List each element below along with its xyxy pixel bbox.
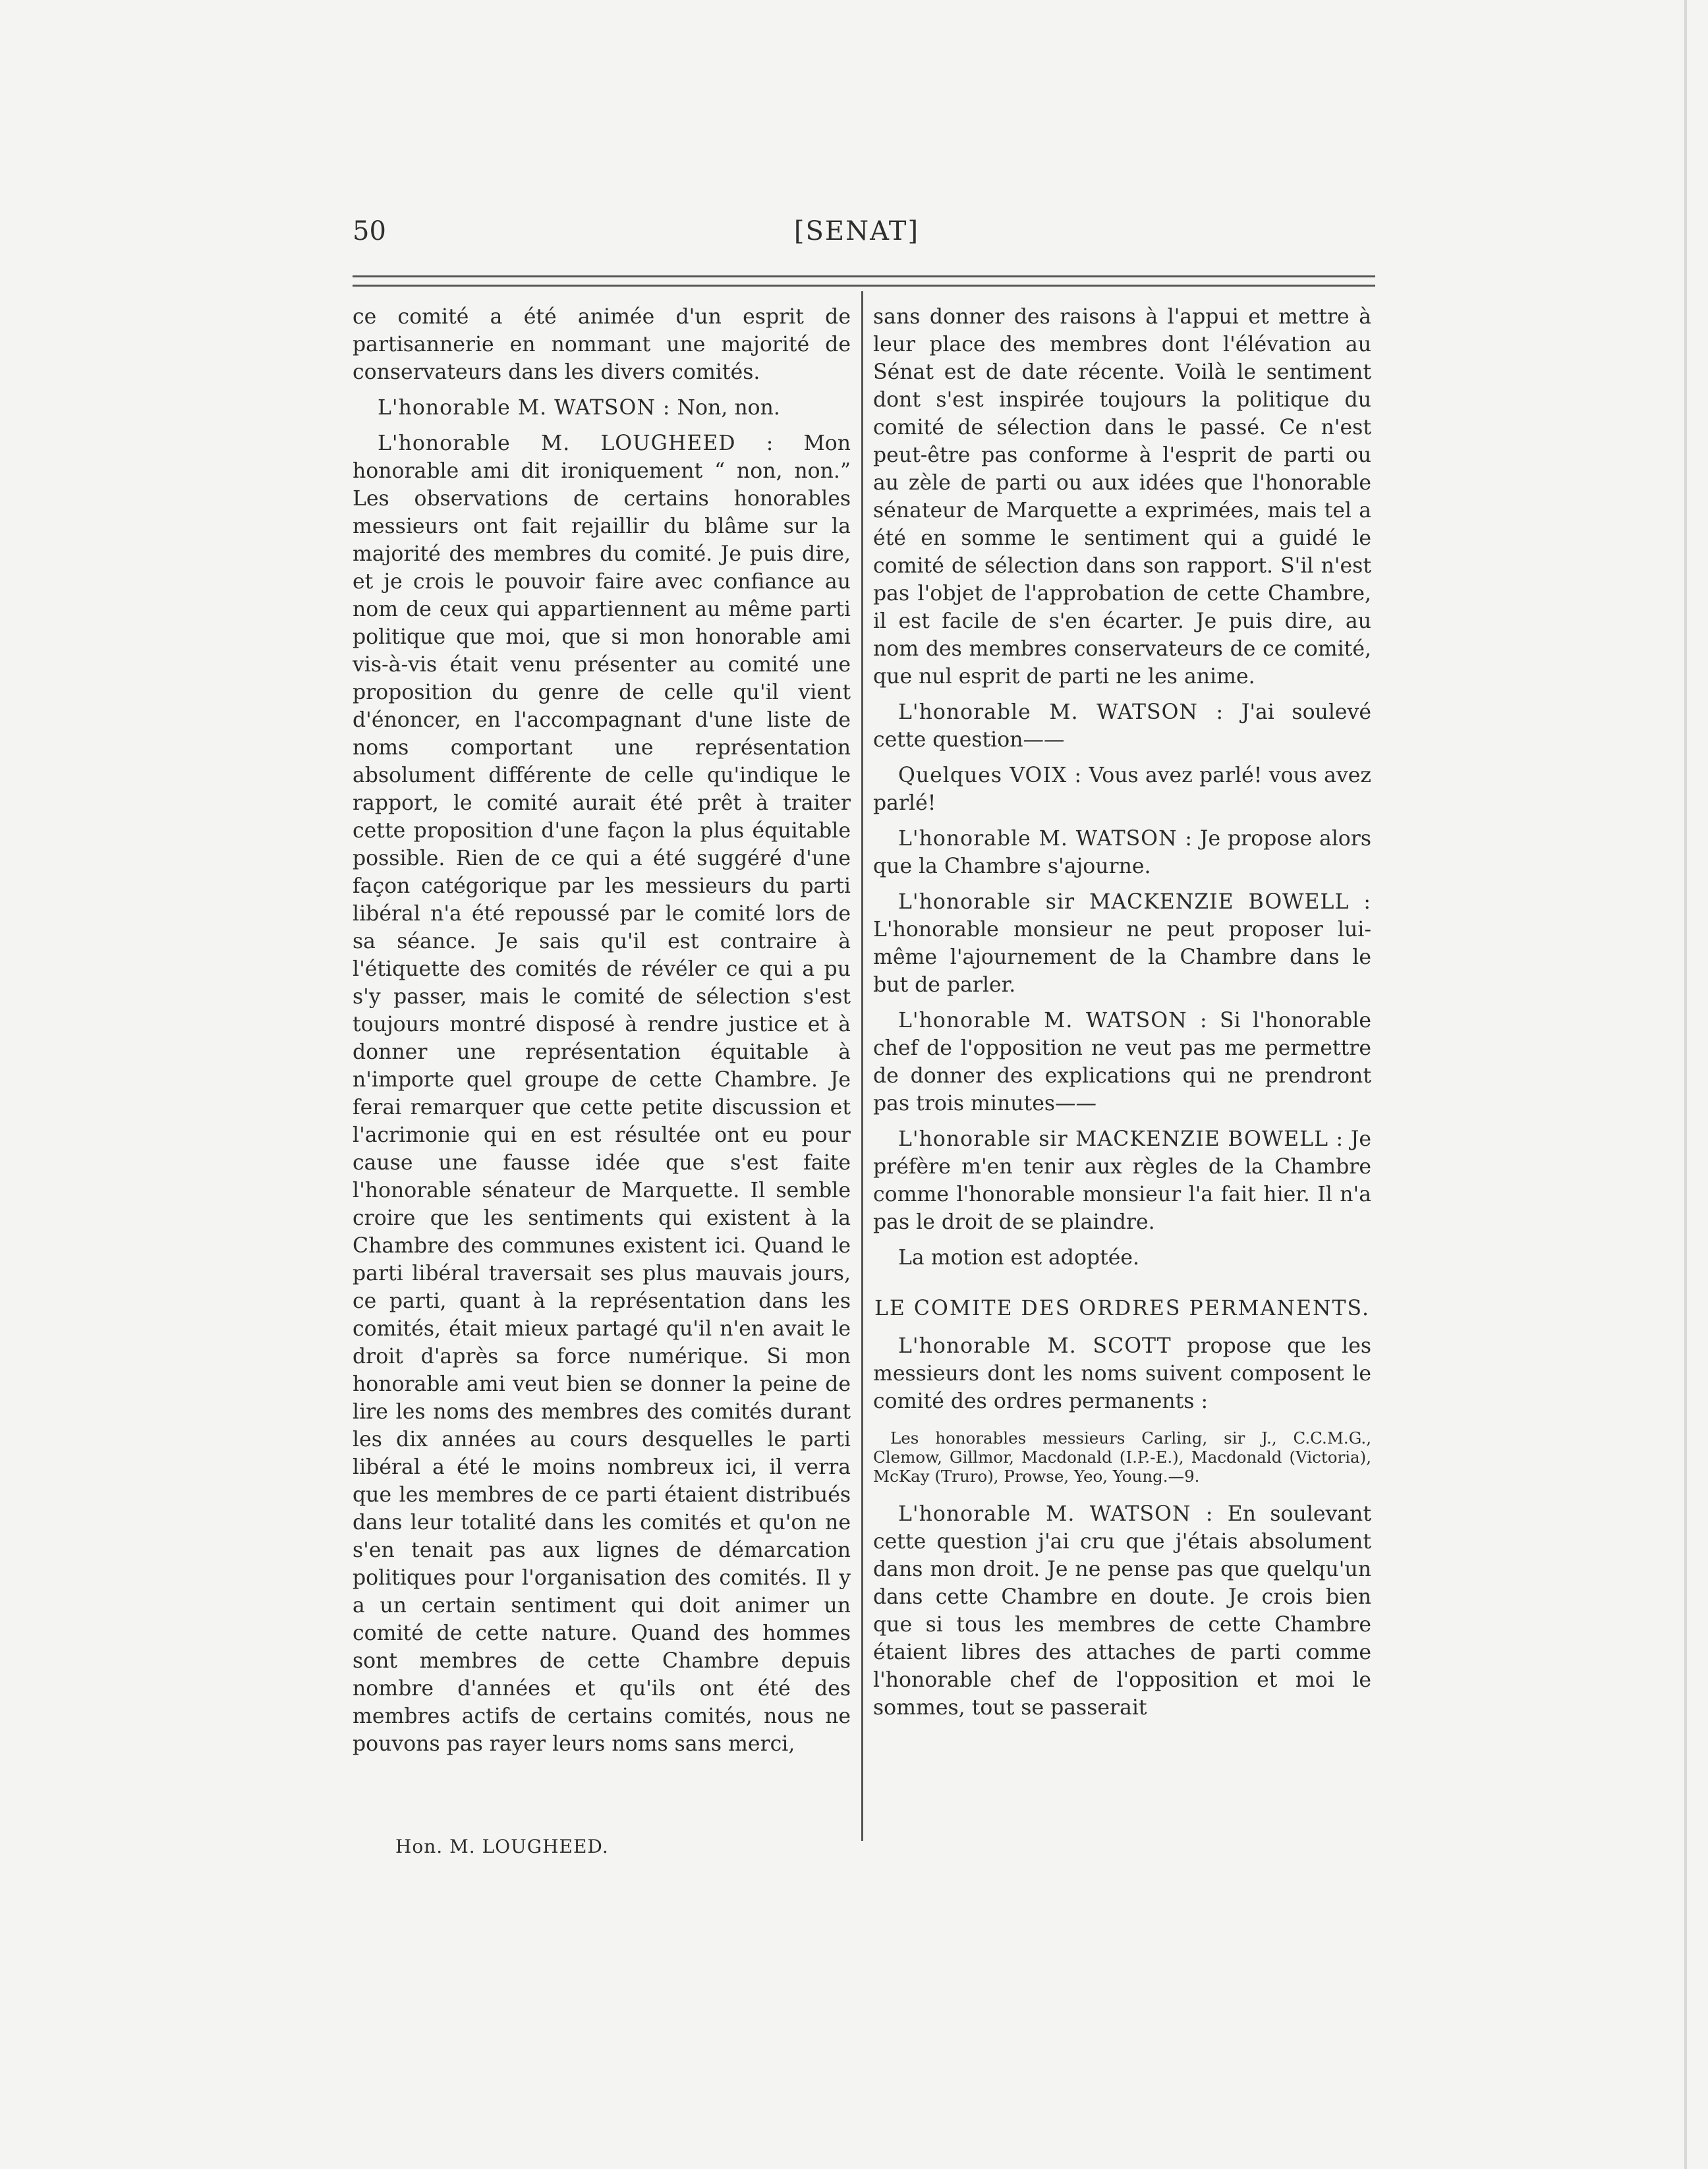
speaker-name: L'honorable M. WATSON : [898,1502,1214,1526]
member-list: Les honorables messieurs Carling, sir J., C.C.M.G., Clemow, Gillmor, Macdonald (I.P.-E.), Macdonald (Victoria), McKay (Truro), Prowse, Yeo, Young.—9. [873,1428,1371,1486]
speech-text: propose que les messieurs dont les noms suivent composent le comité des ordres permanents : [873,1334,1372,1413]
running-head: [SENAT] [793,216,920,246]
paragraph [873,698,1371,754]
speaker-name: L'honorable M. WATSON : [898,1009,1208,1032]
speech-text: Non, non. [670,396,780,420]
speech-text: Si l'honorable chef de l'opposition ne veut pas me permettre de donner des explications qui ne prendront pas trois minutes—— [873,1009,1371,1115]
right-column [873,303,1371,1722]
speech-text: Je préfère m'en tenir aux règles de la Chambre comme l'honorable monsieur l'a fait hier. Il n'a pas le droit de se plaindre. [873,1127,1371,1234]
page-number: 50 [353,216,386,246]
left-column [353,303,851,1758]
speech-text: En soulevant cette question j'ai cru que j'étais absolument dans mon droit. Je ne pense pas que quelqu'un dans cette Chambre en doute. Je crois bien que si tous les membres de cette Chambre étaient libres des attaches de parti comme l'honorable chef de l'opposition et moi le sommes, tout se passerait [873,1502,1371,1720]
speech-text: J'ai soulevé cette question—— [873,700,1371,752]
paragraph [873,762,1371,817]
paragraph [873,825,1371,880]
paragraph [873,1332,1371,1415]
speaker-name: L'honorable M. WATSON : [898,700,1224,724]
paragraph [353,430,851,1758]
speaker-name: L'honorable M. WATSON : [378,396,671,420]
header-rule [353,285,1375,287]
footer-speaker-name: Hon. M. LOUGHEED. [395,1836,609,1857]
column-divider [861,291,863,1841]
paragraph [873,1007,1371,1117]
paragraph: sans donner des raisons à l'appui et mettre à leur place des membres dont l'élévation au Sénat est de date récente. Voilà le sentiment dont s'est inspirée toujours la politique du comité de sélection dans le passé. Ce n'est peut-être pas conforme à l'esprit de parti ou au zèle de parti ou aux idées que l'honorable sénateur de Marquette a exprimées, mais tel a été en somme le sentiment qui a guidé le comité de sélection dans son rapport. S'il n'est pas l'objet de l'approbation de cette Chambre, il est facile de s'en écarter. Je puis dire, au nom des membres conservateurs de ce comité, que nul esprit de parti ne les anime. [873,305,1371,689]
paragraph [873,888,1371,999]
paragraph: ce comité a été animée d'un esprit de partisannerie en nommant une majorité de conservateurs dans les divers comités. [353,305,851,384]
paragraph [873,1500,1371,1722]
paragraph: La motion est adoptée. [898,1246,1140,1270]
page-edge [1684,0,1687,2169]
speech-text: Mon honorable ami dit ironiquement “ non, non.” Les observations de certains honorables messieurs ont fait rejaillir du blâme sur la majorité des membres du comité. Je puis dire, et je crois le pouvoir faire avec confiance au nom de ceux qui appartiennent au même parti politique que moi, que si mon honorable ami vis-à-vis était venu présenter au comité une proposition du genre de celle qu'il vient d'énoncer, en l'accompagnant d'une liste de noms comportant une représentation absolument différente de celle qu'indique le rapport, le comité aurait été prêt à traiter cette proposition d'une façon la plus équitable possible. Rien de ce qui a été suggéré d'une façon catégorique par les messieurs du parti libéral n'a été repoussé par le comité lors de sa séance. Je sais qu'il est contraire à l'étiquette des comités de révéler ce qui a pu s'y passer, mais le comité de sélection s'est toujours montré disposé à rendre justice et à donner une représentation équitable à n'importe quel groupe de cette Chambre. Je ferai remarquer que cette petite discussion et l'acrimonie qui en est résultée ont eu pour cause une fausse idée que s'est faite l'honorable sénateur de Marquette. Il semble croire que les sentiments qui existent à la Chambre des communes existent ici. Quand le parti libéral traversait ses plus mauvais jours, ce parti, quant à la représentation dans les comités, était mieux partagé qu'il n'en avait le droit d'après sa force numérique. Si mon honorable ami veut bien se donner la peine de lire les noms des membres des comités durant les dix années au cours desquelles le parti libéral a été le moins nombreux ici, il verra que les membres de ce parti étaient distribués dans leur totalité dans les comités et qu'on ne s'en tenait pas aux lignes de démarcation politiques pour l'organisation des comités. Il y a un certain sentiment qui doit animer un comité de cette nature. Quand des hommes sont membres de cette Chambre depuis nombre d'années et qu'ils ont été des membres actifs de certains comités, nous ne pouvons pas rayer leurs noms sans merci, [353,432,851,1756]
section-heading: LE COMITE DES ORDRES PERMANENTS. [874,1297,1371,1320]
speaker-name: L'honorable sir MACKENZIE BOWELL : [898,890,1371,914]
speaker-name: Quelques VOIX : [898,764,1083,787]
speech-text: L'honorable monsieur ne peut proposer lui-même l'ajournement de la Chambre dans le but de parler. [873,918,1371,997]
speaker-name: L'honorable M. WATSON : [898,827,1193,851]
paragraph [353,394,851,422]
header-rule [353,275,1375,277]
speaker-name: L'honorable M. LOUGHEED : [378,432,774,455]
speaker-name: L'honorable sir MACKENZIE BOWELL : [898,1127,1344,1151]
paragraph [873,1125,1371,1236]
speaker-name: L'honorable M. SCOTT [898,1334,1172,1358]
speech-text: Vous avez parlé! vous avez parlé! [873,764,1371,815]
speech-text: Je propose alors que la Chambre s'ajourne. [873,827,1371,878]
